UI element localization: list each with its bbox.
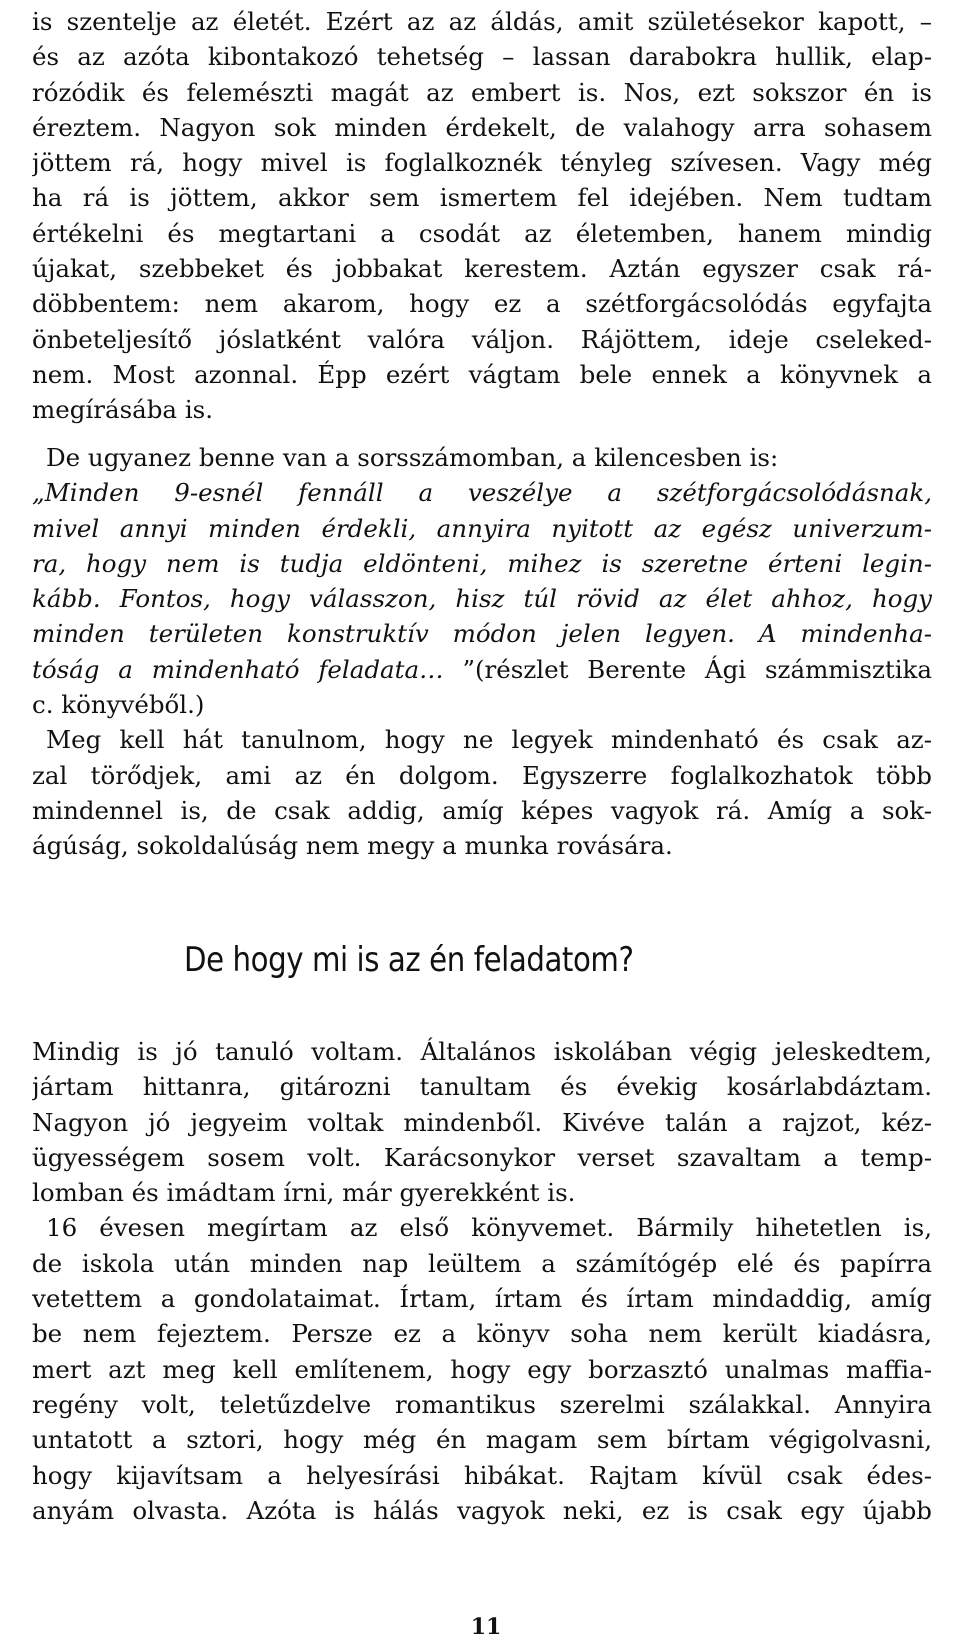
quote-line: ra, hogy nem is tudja eldönteni, mihez is szeretne érteni legin- [32, 548, 932, 578]
paragraph-4-5 [32, 1034, 932, 1528]
text-line: 16 évesen megírtam az első könyvemet. Bármily hihetetlen is, [46, 1213, 932, 1243]
text-line: nem. Most azonnal. Épp ezért vágtam bele ennek a könyvnek a [32, 359, 932, 389]
quote-source-line [32, 652, 932, 687]
text-line: untatott a sztori, hogy még én magam sem bírtam végigolvasni, [32, 1425, 932, 1455]
text-line: Nagyon jó jegyeim voltak mindenből. Kivéve talán a rajzot, kéz- [32, 1107, 932, 1137]
text-line: zal törődjek, ami az én dolgom. Egyszerre foglalkozhatok több [32, 760, 932, 790]
text-line: értékelni és megtartani a csodát az életemben, hanem mindig [32, 218, 932, 248]
text-line: döbbentem: nem akarom, hogy ez a szétforgácsolódás egyfajta [32, 289, 932, 319]
text-line: ügyességem sosem volt. Karácsonykor verset szavaltam a temp- [32, 1142, 932, 1172]
paragraph-1 [32, 4, 932, 428]
quote-line: minden területen konstruktív módon jelen legyen. A mindenha- [32, 619, 932, 649]
paragraph-2-with-quote [32, 440, 932, 864]
text-line: anyám olvasta. Azóta is hálás vagyok neki, ez is csak egy újabb [32, 1495, 932, 1525]
quote-source-end: c. könyvéből.) [32, 690, 205, 720]
text-line: vetettem a gondolataimat. Írtam, írtam és írtam mindaddig, amíg [32, 1284, 932, 1314]
section-heading: De hogy mi is az én feladatom? [184, 940, 634, 980]
quote-line: mivel annyi minden érdekli, annyira nyitott az egész univerzum- [32, 513, 932, 543]
text-line: jöttem rá, hogy mivel is foglalkoznék tényleg szívesen. Vagy még [32, 148, 932, 178]
text-line: ha rá is jöttem, akkor sem ismertem fel idejében. Nem tudtam [32, 183, 932, 213]
text-line: mert azt meg kell említenem, hogy egy borzasztó unalmas maffia- [32, 1354, 932, 1384]
text-line: hogy kijavítsam a helyesírási hibákat. Rajtam kívül csak édes- [32, 1460, 932, 1490]
text-line: be nem fejeztem. Persze ez a könyv soha nem került kiadásra, [32, 1319, 932, 1349]
text-line: rózódik és felemészti magát az embert is. Nos, ezt sokszor én is [32, 77, 932, 107]
text-line: regény volt, teletűzdelve romantikus szerelmi szálakkal. Annyira [32, 1389, 932, 1419]
text-line: megírásába is. [32, 395, 214, 425]
quote-line: kább. Fontos, hogy válasszon, hisz túl rövid az élet ahhoz, hogy [32, 584, 932, 614]
text-line: jártam hittanra, gitározni tanultam és évekig kosárlabdáztam. [32, 1072, 932, 1102]
text-line: de iskola után minden nap leültem a számítógép elé és papírra [32, 1248, 932, 1278]
quote-line: „Minden 9-esnél fennáll a veszélye a szétforgácsolódásnak, [32, 478, 932, 508]
text-line: is szentelje az életét. Ezért az az áldás, amit születésekor kapott, – [32, 7, 932, 36]
paragraph-intro-line: De ugyanez benne van a sorsszámomban, a kilencesben is: [46, 443, 779, 472]
text-line: mindennel is, de csak addig, amíg képes vagyok rá. Amíg a sok- [32, 795, 932, 825]
text-line: Meg kell hát tanulnom, hogy ne legyek mindenható és csak az- [46, 725, 932, 755]
text-line: ágúság, sokoldalúság nem megy a munka rovására. [32, 831, 673, 861]
text-line: éreztem. Nagyon sok minden érdekelt, de valahogy arra sohasem [32, 112, 932, 142]
text-line: Mindig is jó tanuló voltam. Általános iskolában végig jeleskedtem, [32, 1037, 932, 1066]
quote-end: tóság a mindenható feladata… [32, 654, 444, 684]
page-number: 11 [470, 1614, 502, 1640]
text-line: önbeteljesítő jóslatként valóra váljon. Rájöttem, ideje cseleked- [32, 324, 932, 354]
quote-source: ”(részlet Berente Ági számmisztika [443, 654, 932, 684]
text-line: és az azóta kibontakozó tehetség – lassan darabokra hullik, elap- [32, 42, 932, 72]
text-line: lomban és imádtam írni, már gyerekként is. [32, 1178, 576, 1208]
text-line: újakat, szebbeket és jobbakat kerestem. Aztán egyszer csak rá- [32, 254, 932, 284]
